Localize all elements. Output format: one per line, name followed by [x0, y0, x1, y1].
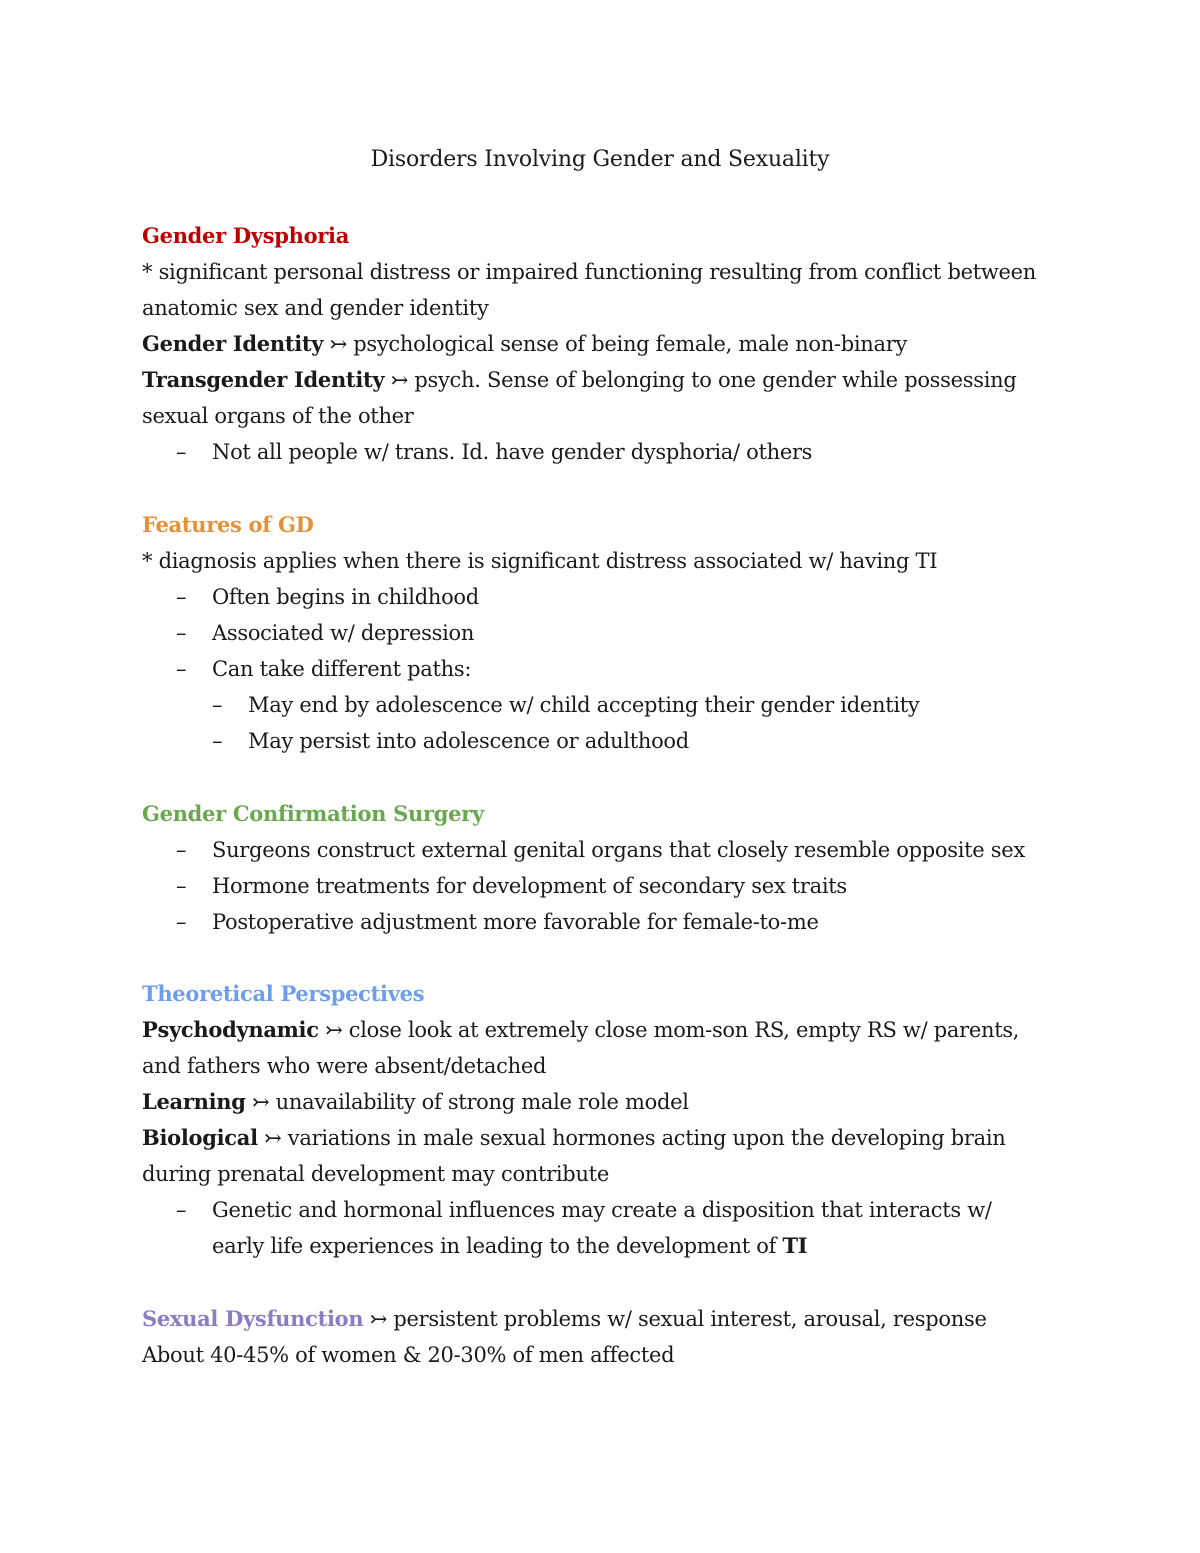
- list-item: [142, 434, 1072, 470]
- gd-text-line-1: * significant personal distress or impaired functioning resulting from conflict between: [142, 260, 1037, 284]
- dash-bullet: –: [176, 838, 187, 862]
- dash-bullet: –: [176, 585, 187, 609]
- section-gender-confirmation-surgery: [142, 796, 1072, 940]
- term-gender-identity: Gender Identity: [142, 331, 324, 356]
- list-item: [142, 651, 1072, 687]
- psychodynamic-definition: [142, 1012, 1072, 1048]
- section-theoretical-perspectives: [142, 976, 1072, 1264]
- list-item-text-cont-ti: TI: [782, 1233, 808, 1258]
- list-item-continuation: [142, 1228, 1072, 1264]
- transgender-identity-definition: [142, 362, 1072, 398]
- heading-theoretical-perspectives: Theoretical Perspectives: [142, 981, 425, 1006]
- section-gender-dysphoria: [142, 218, 1072, 470]
- list-item-text: Surgeons construct external genital organs that closely resemble opposite sex: [212, 838, 1025, 862]
- list-item: [142, 615, 1072, 651]
- heading-gender-dysphoria: Gender Dysphoria: [142, 223, 350, 248]
- list-item-text: Not all people w/ trans. Id. have gender dysphoria/ others: [212, 440, 813, 464]
- list-item-text-cont: [212, 1228, 807, 1264]
- dash-bullet: –: [176, 874, 187, 898]
- list-item-text: Hormone treatments for development of secondary sex traits: [212, 874, 847, 898]
- biological-cont: during prenatal development may contribute: [142, 1162, 609, 1186]
- dash-bullet: –: [176, 657, 187, 681]
- sexual-dysfunction-stat: About 40-45% of women & 20-30% of men affected: [142, 1343, 675, 1367]
- term-transgender-identity: Transgender Identity: [142, 367, 385, 392]
- section-sexual-dysfunction: [142, 1301, 1072, 1373]
- heading-gender-confirmation-surgery: Gender Confirmation Surgery: [142, 801, 484, 826]
- dash-bullet: –: [212, 729, 223, 753]
- sexual-dysfunction-definition: [142, 1301, 1072, 1337]
- list-item-text: Associated w/ depression: [212, 621, 475, 645]
- term-biological: Biological: [142, 1125, 258, 1150]
- dash-bullet: –: [176, 440, 187, 464]
- list-item-text: Can take different paths:: [212, 657, 472, 681]
- list-item: [142, 687, 1072, 723]
- def-psychodynamic: ↣ close look at extremely close mom-son RS, empty RS w/ parents,: [318, 1018, 1020, 1042]
- list-item-text: May end by adolescence w/ child accepting their gender identity: [248, 693, 920, 717]
- list-item: [142, 579, 1072, 615]
- dash-bullet: –: [176, 621, 187, 645]
- list-item: [142, 832, 1072, 868]
- document-title: Disorders Involving Gender and Sexuality: [370, 147, 830, 172]
- def-learning: ↣ unavailability of strong male role model: [245, 1090, 689, 1114]
- list-item-text: Postoperative adjustment more favorable for female-to-me: [212, 910, 819, 934]
- list-item-text: Often begins in childhood: [212, 585, 479, 609]
- transgender-identity-cont: sexual organs of the other: [142, 404, 414, 428]
- term-psychodynamic: Psychodynamic: [142, 1017, 319, 1042]
- list-item: [142, 904, 1072, 940]
- gd-text-line-2: anatomic sex and gender identity: [142, 296, 489, 320]
- def-transgender-identity: ↣ psych. Sense of belonging to one gender while possessing: [384, 368, 1017, 392]
- dash-bullet: –: [212, 693, 223, 717]
- list-item-text: Genetic and hormonal influences may create a disposition that interacts w/: [212, 1198, 992, 1222]
- term-learning: Learning: [142, 1089, 246, 1114]
- dash-bullet: –: [176, 910, 187, 934]
- def-gender-identity: ↣ psychological sense of being female, male non-binary: [323, 332, 908, 356]
- list-item-text-cont-main: early life experiences in leading to the development of: [212, 1234, 783, 1258]
- dash-bullet: –: [176, 1198, 187, 1222]
- list-item: [142, 723, 1072, 759]
- list-item: [142, 1192, 1072, 1228]
- section-features-gd: [142, 507, 1072, 759]
- heading-sexual-dysfunction: Sexual Dysfunction: [142, 1306, 364, 1331]
- gender-identity-definition: [142, 326, 1072, 362]
- features-text-line-1: * diagnosis applies when there is significant distress associated w/ having TI: [142, 549, 938, 573]
- list-item: [142, 868, 1072, 904]
- psychodynamic-cont: and fathers who were absent/detached: [142, 1054, 547, 1078]
- biological-definition: [142, 1120, 1072, 1156]
- learning-definition: [142, 1084, 1072, 1120]
- list-item-text: May persist into adolescence or adulthood: [248, 729, 689, 753]
- def-biological: ↣ variations in male sexual hormones acting upon the developing brain: [257, 1126, 1006, 1150]
- def-sexual-dysfunction: ↣ persistent problems w/ sexual interest, arousal, response: [363, 1307, 987, 1331]
- heading-features-gd: Features of GD: [142, 512, 314, 537]
- dash-spacer: [142, 1228, 212, 1264]
